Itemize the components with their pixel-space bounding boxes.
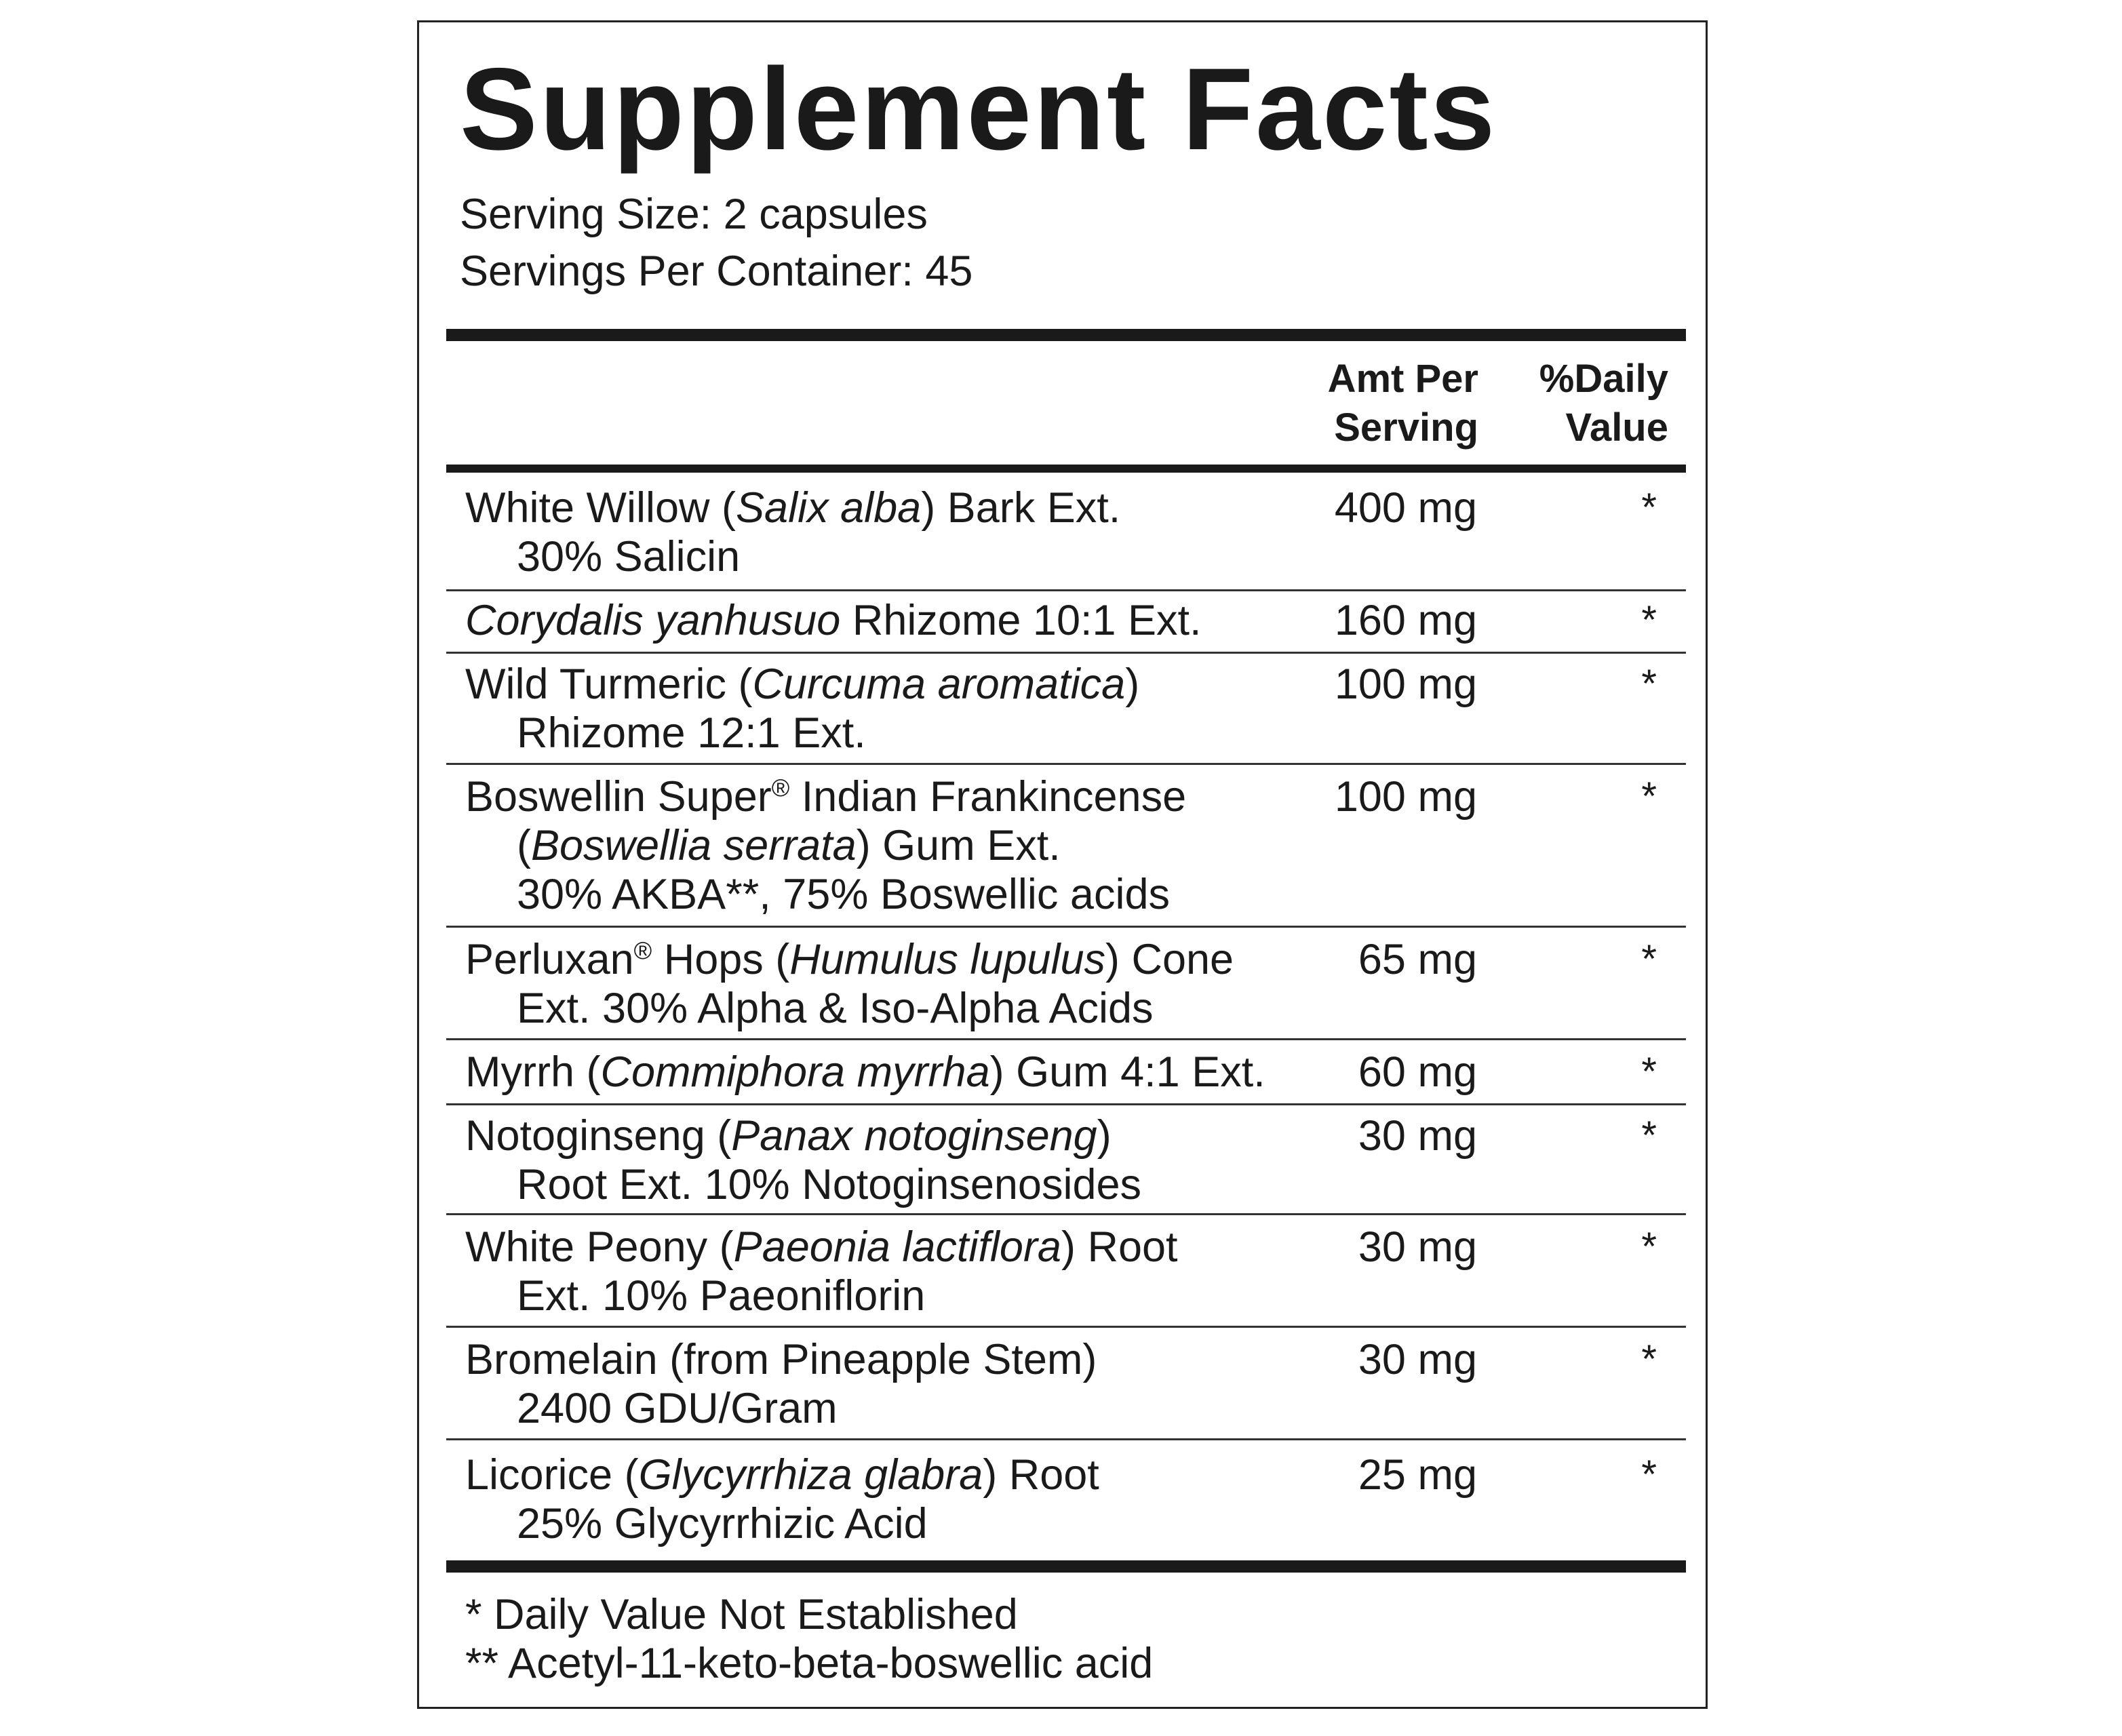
row-divider [446,1213,1686,1215]
ingredient-daily-value: * [1641,937,1657,981]
row-divider [446,1038,1686,1040]
ingredient-name: White Peony (Paeonia lactiflora) Root Ext. 10% Paeoniflorin [465,1223,1178,1320]
ingredient-amount: 100 mg [1334,773,1477,821]
top-thick-rule [446,329,1686,341]
row-divider [446,652,1686,654]
ingredient-amount: 100 mg [1334,660,1477,708]
footnote-akba: ** Acetyl-11-keto-beta-boswellic acid [465,1640,1154,1687]
header-rule [446,465,1686,473]
serving-size: Serving Size: 2 capsules [460,191,928,238]
ingredient-name: Bromelain (from Pineapple Stem) 2400 GDU/Gram [465,1336,1097,1432]
row-divider [446,1326,1686,1328]
ingredient-daily-value: * [1641,774,1657,818]
footnote-daily-value: * Daily Value Not Established [465,1591,1018,1638]
ingredient-name: Wild Turmeric (Curcuma aromatica) Rhizome 12:1 Ext. [465,660,1140,757]
registered-mark: ® [771,774,790,802]
ingredient-amount: 30 mg [1358,1112,1477,1160]
ingredient-amount: 30 mg [1358,1336,1477,1383]
ingredient-amount: 160 mg [1334,597,1477,644]
ingredient-name: Myrrh (Commiphora myrrha) Gum 4:1 Ext. [465,1048,1265,1096]
daily-value-header: %Daily Value [1539,357,1668,450]
ingredient-name: Perluxan® Hops (Humulus lupulus) Cone Ext. 30% Alpha & Iso-Alpha Acids [465,936,1234,1032]
supplement-facts-panel [417,20,1708,1709]
servings-per-container: Servings Per Container: 45 [460,248,973,295]
row-divider [446,763,1686,765]
ingredient-daily-value: * [1641,598,1657,642]
ingredient-name: White Willow (Salix alba) Bark Ext. 30% Salicin [465,484,1121,580]
ingredient-name: Corydalis yanhusuo Rhizome 10:1 Ext. [465,597,1202,644]
ingredient-amount: 30 mg [1358,1223,1477,1271]
registered-mark: ® [633,936,652,964]
ingredient-amount: 400 mg [1334,484,1477,532]
row-divider [446,1103,1686,1105]
label-title: Supplement Facts [460,44,1497,174]
ingredient-name: Licorice (Glycyrrhiza glabra) Root 25% Glycyrrhizic Acid [465,1451,1099,1547]
ingredient-amount: 25 mg [1358,1451,1477,1499]
ingredient-amount: 65 mg [1358,936,1477,983]
ingredient-name: Notoginseng (Panax notoginseng) Root Ext. 10% Notoginsenosides [465,1112,1142,1208]
row-divider [446,926,1686,928]
ingredient-daily-value: * [1641,1453,1657,1497]
row-divider [446,589,1686,591]
ingredient-daily-value: * [1641,1113,1657,1158]
row-divider [446,1438,1686,1440]
amount-per-serving-header: Amt Per Serving [1327,357,1478,450]
ingredient-daily-value: * [1641,662,1657,706]
ingredient-daily-value: * [1641,1337,1657,1381]
ingredient-name: Boswellin Super® Indian Frankincense (Boswellia serrata) Gum Ext. 30% AKBA**, 75% Boswellic acids [465,773,1187,918]
ingredient-daily-value: * [1641,1050,1657,1094]
ingredient-amount: 60 mg [1358,1048,1477,1096]
ingredient-daily-value: * [1641,486,1657,530]
ingredient-daily-value: * [1641,1225,1657,1269]
bottom-thick-rule [446,1560,1686,1573]
